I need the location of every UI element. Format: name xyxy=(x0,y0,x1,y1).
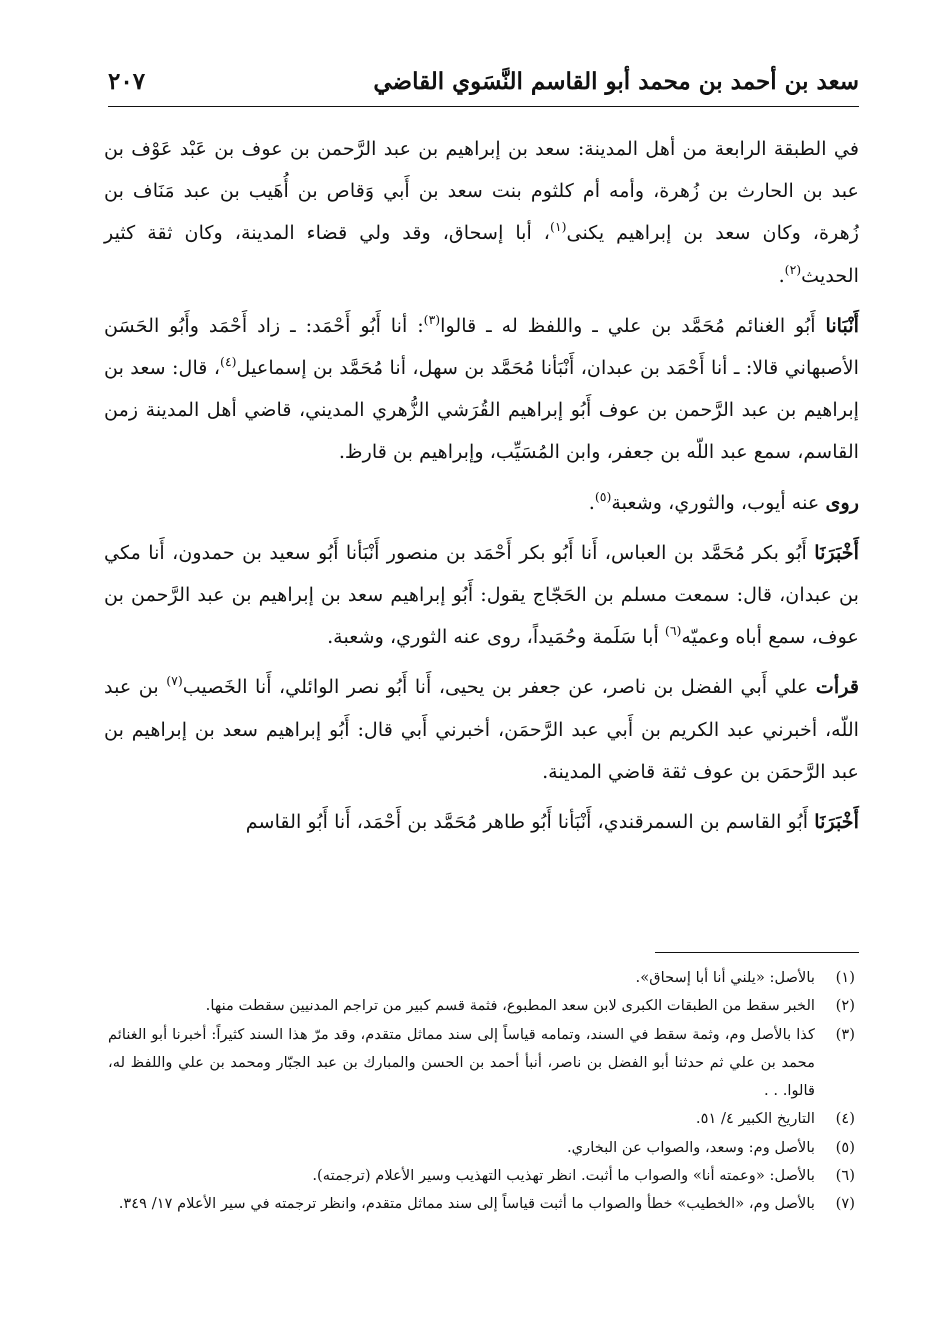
footnote-reference: (١) xyxy=(549,219,567,235)
footnote-text: بالأصل وم: وسعد، والصواب عن البخاري. xyxy=(567,1138,815,1156)
paragraph xyxy=(104,128,859,297)
footnote-text: بالأصل وم، «الخطيب» خطأ والصواب ما أثبت قياساً إلى سند مماثل متقدم، وانظر ترجمته في سير الأعلام ١٧/ ٣٤٩. xyxy=(118,1195,815,1213)
footnote xyxy=(108,964,855,992)
lead-word: روى xyxy=(825,490,859,514)
text-run: ، قال: سعد بن إبراهيم بن عبد الرَّحمن بن عوف أَبُو إبراهيم القُرَشي الزُّهري المديني، قاضي أهل المدينة زمن القاسم، سمع عبد اللّه بن جعفر، وابن المُسَيِّب، وإبراهيم بن قارظ. xyxy=(104,356,859,464)
text-run: : أنا أَبُو أَحْمَد: ـ زاد أَحْمَد وأَبُو الحَسَن الأصبهاني قالا: ـ أنا أَحْمَد بن عبدان، أَنْبَأنا مُحَمَّد بن سهل، أنا مُحَمَّد بن إسماعيل xyxy=(104,313,860,380)
paragraph xyxy=(104,305,859,474)
footnote-number: (٥) xyxy=(835,1138,855,1156)
header-divider xyxy=(108,106,859,107)
running-header xyxy=(108,62,859,106)
text-run: أبا سَلَمة وحُمَيداً، روى عنه الثوري، وشعبة. xyxy=(327,625,665,649)
footnote-reference: (٥) xyxy=(594,488,612,504)
text-run: أَبُو القاسم بن السمرقندي، أَنْبَأنا أَبُو طاهر مُحَمَّد بن أَحْمَد، أَنا أَبُو القاسم xyxy=(245,810,815,834)
lead-word: أَخْبَرَنَا xyxy=(814,540,859,564)
footnote-number: (٤) xyxy=(835,1110,855,1128)
footnote-reference: (٦) xyxy=(664,623,682,639)
text-run: بن عبد اللّه، أخبرني عبد الكريم بن أَبي عبد الرَّحمَن، أخبرني أَبي قال: أَبُو إبراهيم سعد بن إبراهيم بن عبد الرَّحمَن بن عوف ثقة قاضي المدينة. xyxy=(104,675,859,783)
footnote xyxy=(108,1134,855,1162)
footnote-number: (١) xyxy=(835,969,855,986)
text-run: . xyxy=(588,490,595,514)
text-run: ، أبا إسحاق، وقد ولي قضاء المدينة، وكان ثقة كثير الحديث xyxy=(104,221,859,287)
paragraph xyxy=(104,532,859,659)
main-text xyxy=(104,128,859,843)
footnote xyxy=(108,1190,855,1218)
page-number: ٢٠٧ xyxy=(108,68,146,95)
text-run: علي أَبي الفضل بن ناصر، عن جعفر بن يحيى، أَنا أَبُو نصر الوائلي، أَنا الخَصيب xyxy=(182,675,816,699)
text-run: في الطبقة الرابعة من أهل المدينة: سعد بن إبراهيم بن عبد الرَّحمن بن عوف بن عَبْد عَوْف بن عبد بن الحارث بن زُهرة، وأمه أم كلثوم بنت سعد بن أَبي وَقاص بن أُهَيب بن عبد مَنَاف بن زُهرة، وكان سعد بن إبراهيم يكنى xyxy=(104,137,860,245)
footnote-text: بالأصل: «وعمته أنا» والصواب ما أثبت. انظر تهذيب التهذيب وسير الأعلام (ترجمته). xyxy=(312,1167,815,1185)
text-run: . xyxy=(778,263,785,287)
footnote-text: الخبر سقط من الطبقات الكبرى لابن سعد المطبوع، فثمة قسم كبير من تراجم المدنيين سقطت منها. xyxy=(205,997,815,1015)
lead-word: قرأت xyxy=(815,675,859,699)
footnote-number: (٦) xyxy=(835,1167,855,1185)
running-title: سعد بن أحمد بن محمد أبو القاسم النَّسَوي القاضي xyxy=(373,68,859,95)
footnote xyxy=(108,992,855,1020)
paragraph xyxy=(104,666,859,793)
footnote-reference: (٢) xyxy=(784,261,802,277)
footnote-text: بالأصل: «يلني أنا أبا إسحاق». xyxy=(635,969,815,986)
footnotes xyxy=(108,964,855,1219)
text-run: عنه أيوب، والثوري، وشعبة xyxy=(611,490,826,514)
footnote-number: (٣) xyxy=(835,1025,855,1043)
footnote xyxy=(108,1162,855,1190)
footnote-text: التاريخ الكبير ٤/ ٥١. xyxy=(695,1110,815,1128)
paragraph xyxy=(104,801,859,843)
footnote-reference: (٣) xyxy=(423,311,441,327)
lead-word: أَخْبَرَنَا xyxy=(814,810,859,834)
footnote-reference: (٤) xyxy=(220,354,237,370)
lead-word: أَنْبَانا xyxy=(825,313,859,337)
footnote-divider xyxy=(655,952,859,953)
paragraph xyxy=(104,482,859,524)
footnote xyxy=(108,1105,855,1133)
text-run: أَبُو بكر مُحَمَّد بن العباس، أَنا أَبُو بكر أَحْمَد بن منصور أَنْبَأنا أَبُو سعيد بن حمدون، أَنا مكي بن عبدان، قال: سمعت مسلم بن الحَجّاج يقول: أَبُو إبراهيم سعد بن إبراهيم بن عبد الرَّحمن بن عوف، سمع أباه وعميّه xyxy=(104,540,859,649)
text-run: أَبُو الغنائم مُحَمَّد بن علي ـ واللفظ له ـ قالوا xyxy=(440,313,826,337)
footnote xyxy=(108,1021,855,1106)
footnote-number: (٧) xyxy=(835,1195,855,1213)
footnote-text: كذا بالأصل وم، وثمة سقط في السند، وتمامه قياساً إلى سند مماثل متقدم، وقد مرّ هذا السند كثيراً: أخبرنا أبو الغنائم محمد بن علي ثم حدثنا أبو الفضل بن ناصر، أنبأ أحمد بن الحسن والمبارك بن عبد الجبّار ومحمد بن علي واللفظ له، قالوا. . . xyxy=(108,1025,815,1100)
footnote-reference: (٧) xyxy=(166,673,183,689)
footnote-number: (٢) xyxy=(835,997,855,1015)
